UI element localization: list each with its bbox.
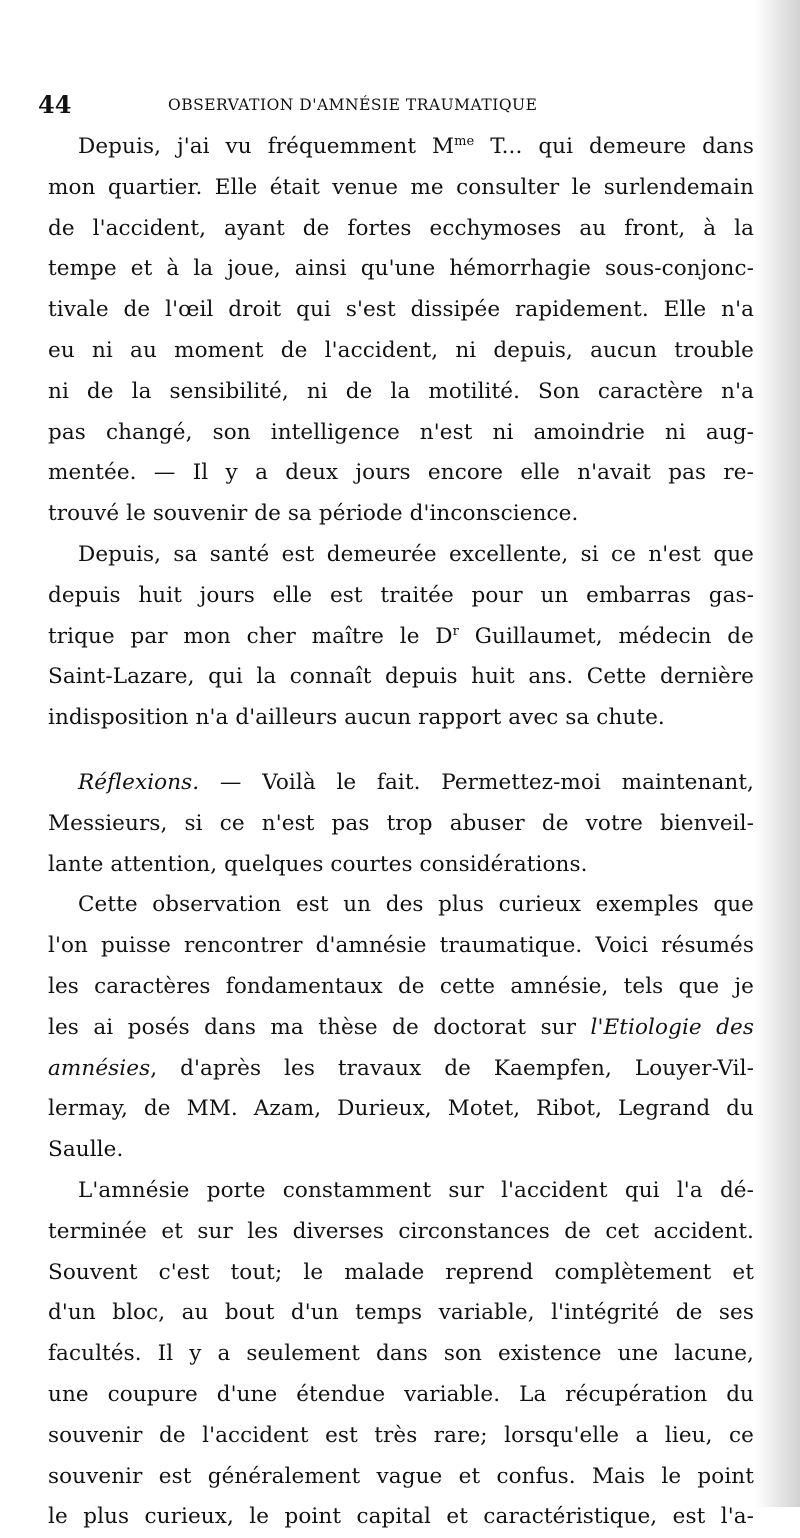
italic-title: l'Etiologie des (590, 1014, 754, 1040)
paragraph (48, 763, 754, 885)
text-line: Saulle. (48, 1137, 124, 1163)
body-text (48, 127, 754, 1538)
page-header (38, 90, 738, 122)
paragraph (48, 885, 754, 1171)
text-line: souvenir de l'accident est très rare; lorsqu'elle a lieu, ce (48, 1422, 754, 1448)
text-line: souvenir est généralement vague et confus. Mais le point (48, 1463, 754, 1489)
paragraph (48, 1171, 754, 1538)
text-line: Depuis, j'ai vu fréquemment $M^{me}$ T... qui demeure dans (78, 133, 754, 159)
text-line: Saint-Lazare, qui la connaît depuis huit ans. Cette dernière (48, 664, 754, 690)
text-line: lante attention, quelques courtes considérations. (48, 851, 588, 877)
text-line: pas changé, son intelligence n'est ni amoindrie ni aug- (48, 419, 754, 445)
text-line: eu ni au moment de l'accident, ni depuis, aucun trouble (48, 337, 754, 363)
text-line: Cette observation est un des plus curieux exemples que (78, 892, 754, 918)
text-line: les ai posés dans ma thèse de doctorat sur l'Etiologie des (48, 1014, 754, 1040)
text-line: amnésies, d'après les travaux de Kaempfen, Louyer-Vil- (48, 1055, 754, 1081)
text-line: Depuis, sa santé est demeurée excellente, si ce n'est que (78, 541, 754, 567)
text-line: de l'accident, ayant de fortes ecchymoses au front, à la (48, 215, 754, 241)
text-line: mon quartier. Elle était venue me consulter le surlendemain (48, 174, 754, 200)
paragraph-gap (48, 739, 754, 763)
text-line: tempe et à la joue, ainsi qu'une hémorrhagie sous-conjonc- (48, 256, 754, 282)
text-line: depuis huit jours elle est traitée pour un embarras gas- (48, 582, 754, 608)
text-line: L'amnésie porte constamment sur l'accident qui l'a dé- (78, 1177, 754, 1203)
text-line: lermay, de MM. Azam, Durieux, Motet, Ribot, Legrand du (48, 1096, 754, 1122)
text-line: trique par mon cher maître le $D^r$ Guillaumet, médecin de (48, 623, 754, 649)
text-line: les caractères fondamentaux de cette amnésie, tels que je (48, 973, 754, 999)
text-line: ni de la sensibilité, ni de la motilité. Son caractère n'a (48, 378, 754, 404)
text-line: indisposition n'a d'ailleurs aucun rapport avec sa chute. (48, 705, 665, 731)
text-line: terminée et sur les diverses circonstances de cet accident. (48, 1218, 754, 1244)
text-line: Réflexions. — Voilà le fait. Permettez-moi maintenant, (78, 769, 754, 795)
section-lead: Réflexions. (78, 769, 200, 795)
text-line: mentée. — Il y a deux jours encore elle n'avait pas re- (48, 460, 754, 486)
paragraph (48, 535, 754, 739)
text-line: d'un bloc, au bout d'un temps variable, l'intégrité de ses (48, 1300, 754, 1326)
page-number: 44 (38, 90, 72, 119)
text-line: Souvent c'est tout; le malade reprend complètement et (48, 1259, 754, 1285)
text-line: une coupure d'une étendue variable. La récupération du (48, 1381, 754, 1407)
text-line: facultés. Il y a seulement dans son existence une lacune, (48, 1341, 754, 1367)
text-line: le plus curieux, le point capital et caractéristique, est l'a- (48, 1504, 754, 1530)
text-line: tivale de l'œil droit qui s'est dissipée rapidement. Elle n'a (48, 297, 754, 323)
paragraph (48, 127, 754, 535)
text-line: l'on puisse rencontrer d'amnésie traumatique. Voici résumés (48, 933, 754, 959)
running-title: OBSERVATION D'AMNÉSIE TRAUMATIQUE (168, 96, 538, 114)
text-line: trouvé le souvenir de sa période d'inconscience. (48, 501, 579, 527)
text-line: Messieurs, si ce n'est pas trop abuser de votre bienveil- (48, 810, 754, 836)
